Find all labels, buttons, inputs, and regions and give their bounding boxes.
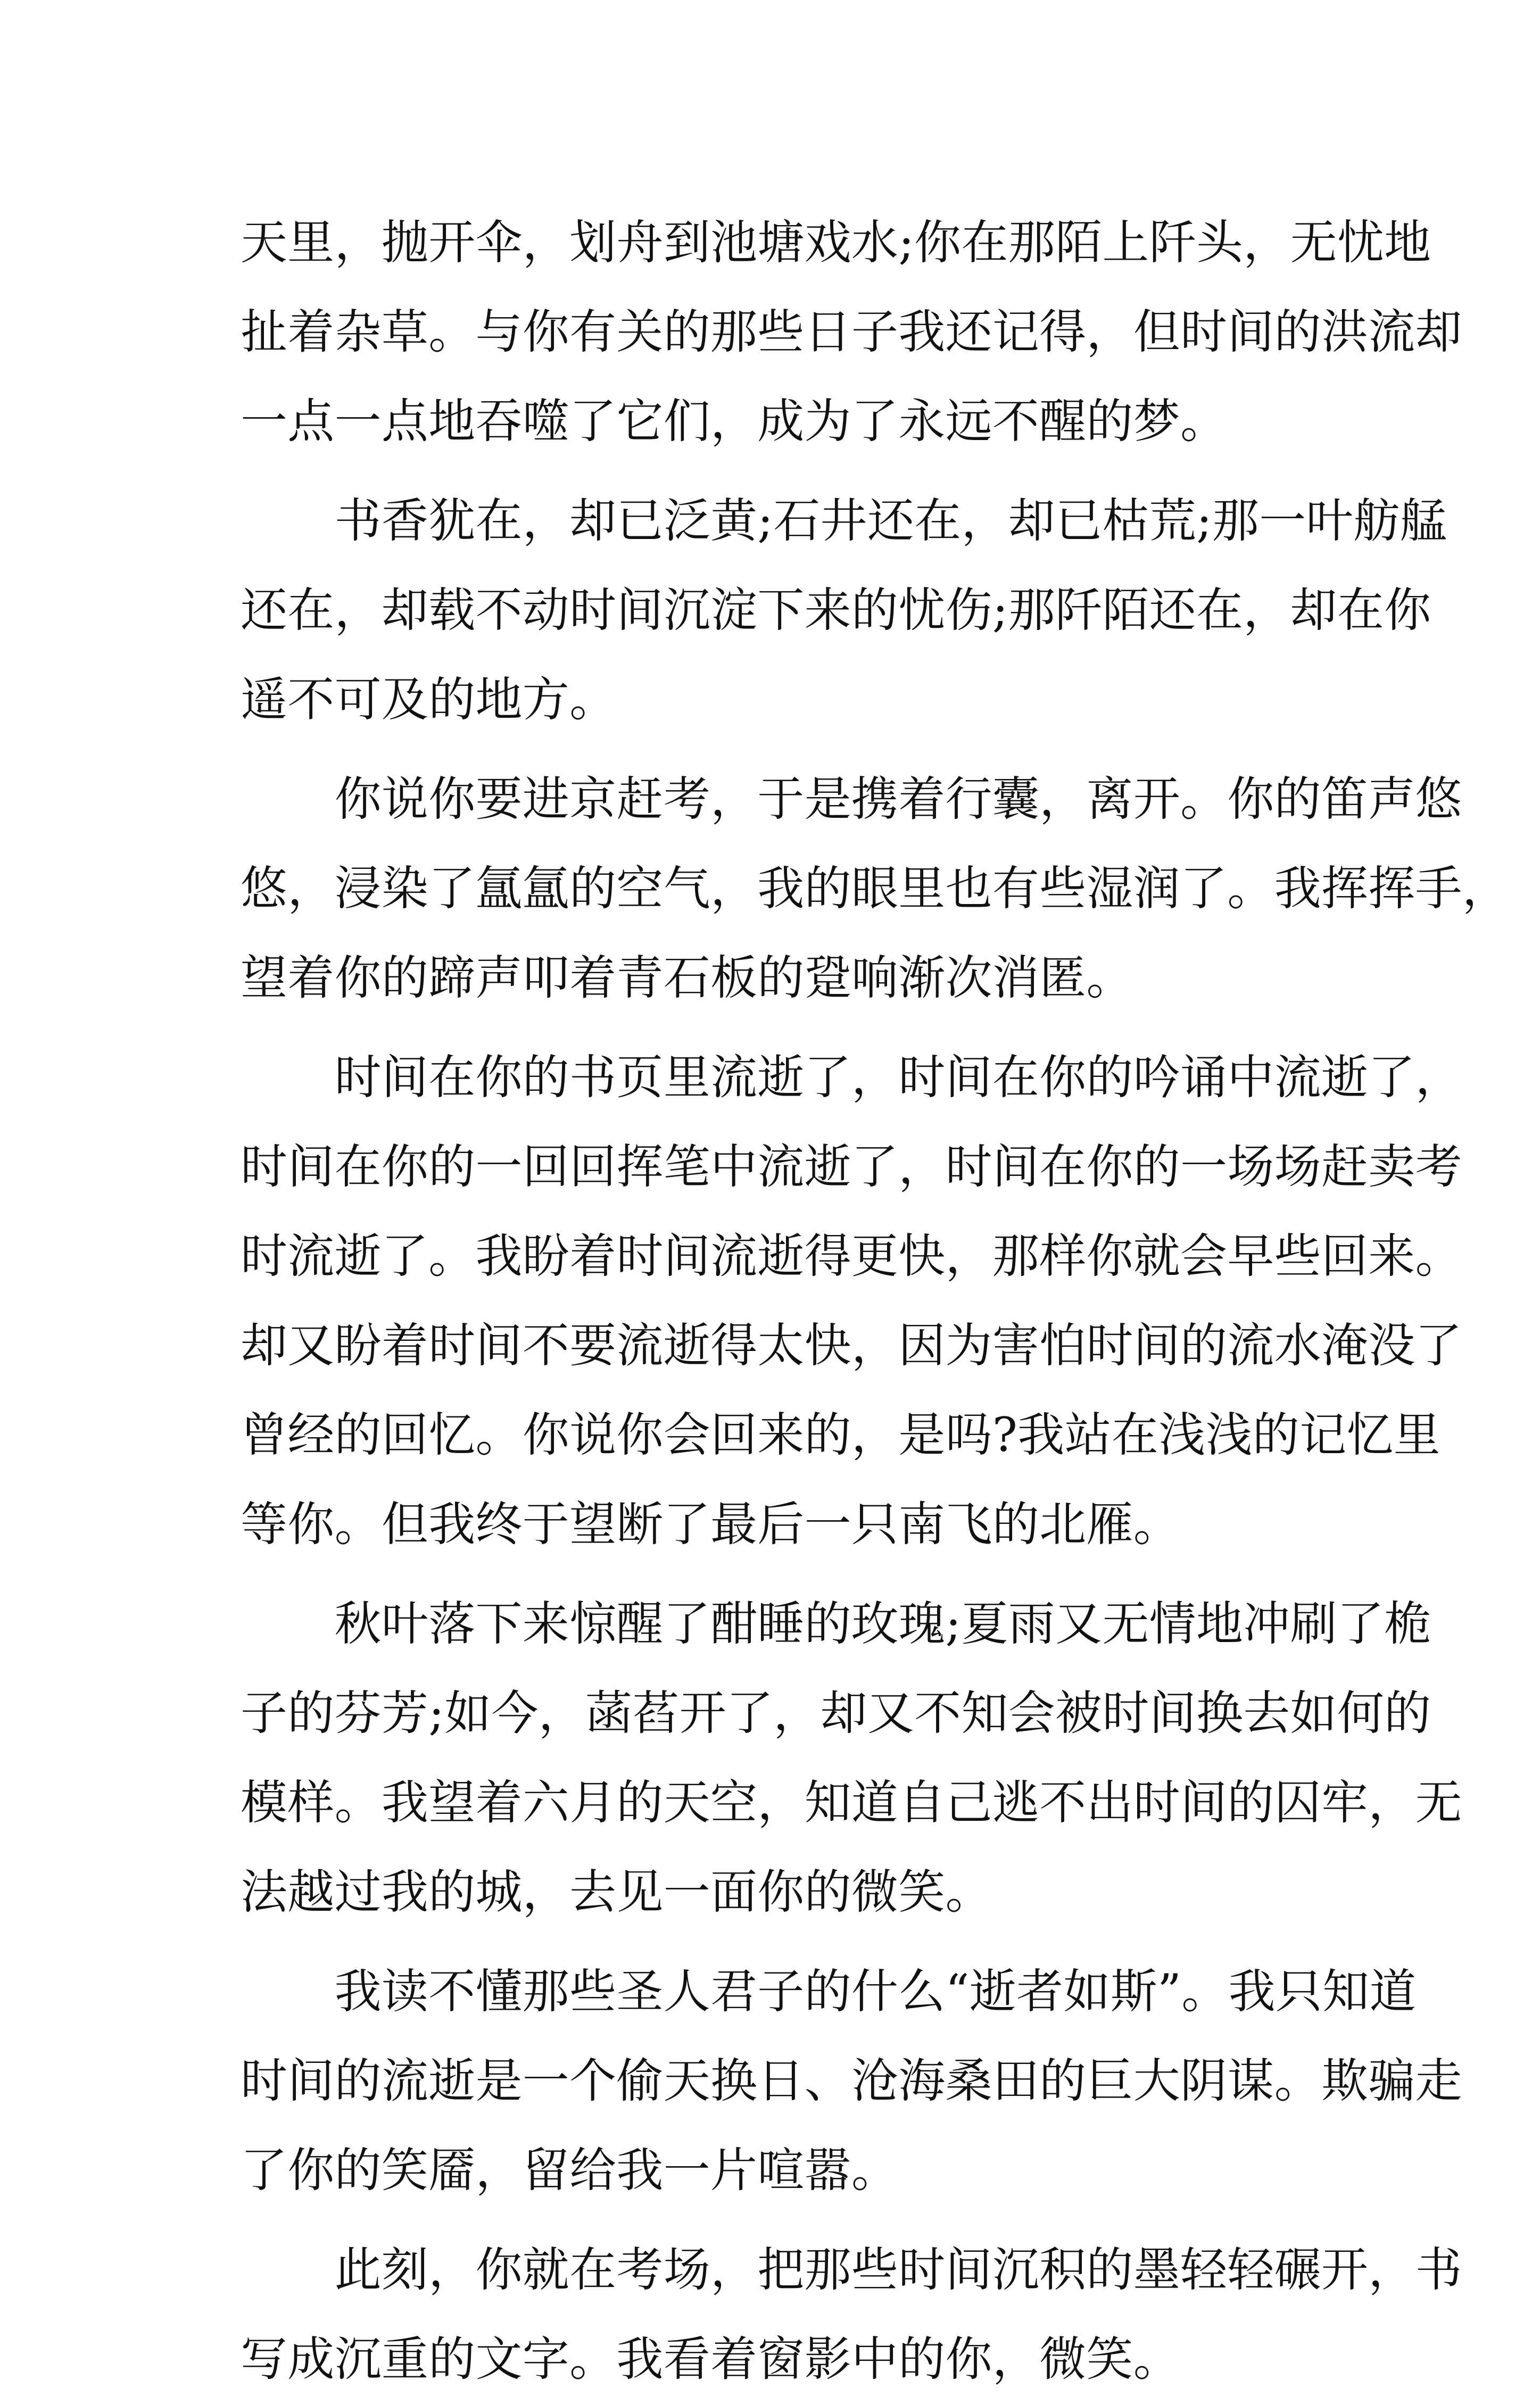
text-line: 遥不可及的地方。 [241,672,617,727]
text-line: 还在，却载不动时间沉淀下来的忧伤;那阡陌还在，却在你 [241,583,1431,637]
text-line: 等你。但我终于望断了最后一只南飞的北雁。 [241,1497,1181,1552]
text-line: 时间的流逝是一个偷天换日、沧海桑田的巨大阴谋。欺骗走 [241,2053,1462,2108]
text-line: 时间在你的书页里流逝了，时间在你的吟诵中流逝了， [241,1050,1462,1105]
text-line: 你说你要进京赶考，于是携着行囊，离开。你的笛声悠 [241,772,1462,826]
text-line: 时间在你的一回回挥笔中流逝了，时间在你的一场场赶卖考 [241,1139,1462,1194]
text-line: 天里，抛开伞，划舟到池塘戏水;你在那陌上阡头，无忧地 [241,215,1431,270]
text-line: 此刻，你就在考场，把那些时间沉积的墨轻轻碾开，书 [241,2242,1462,2297]
paragraph [241,1033,1462,1569]
text-line: 却又盼着时间不要流逝得太快，因为害怕时间的流水淹没了 [241,1318,1462,1373]
text-line: 写成沉重的文字。我看着窗影中的你，微笑。 [241,2332,1181,2386]
text-line: 模样。我望着六月的天空，知道自己逃不出时间的囚牢，无 [241,1775,1462,1830]
text-line: 悠，浸染了氲氲的空气，我的眼里也有些湿润了。我挥挥手， [241,861,1510,916]
text-line: 子的芬芳;如今，菡萏开了，却又不知会被时间换去如何的 [241,1686,1431,1740]
text-line: 法越过我的城，去见一面你的微笑。 [241,1864,992,1919]
text-line: 秋叶落下来惊醒了酣睡的玫瑰;夏雨又无情地冲刷了桅 [241,1596,1431,1651]
text-line: 一点一点地吞噬了它们，成为了永远不醒的梦。 [241,394,1228,449]
text-line: 扯着杂草。与你有关的那些日子我还记得，但时间的洪流却 [241,304,1462,359]
paragraph [241,755,1510,1023]
text-line: 书香犹在，却已泛黄;石井还在，却已枯荒;那一叶舫艋 [241,493,1447,548]
text-line: 了你的笑靥，留给我一片喧嚣。 [241,2143,899,2198]
text-line: 望着你的蹄声叩着青石板的跫响渐次消匿。 [241,950,1133,1005]
paragraph [241,2225,1462,2404]
paragraph [241,1579,1462,1937]
paragraph [241,1947,1462,2215]
paragraph [241,198,1462,466]
text-line: 时流逝了。我盼着时间流逝得更快，那样你就会早些回来。 [241,1229,1462,1283]
text-line: 曾经的回忆。你说你会回来的，是吗?我站在浅浅的记忆里 [241,1407,1440,1462]
paragraph [241,476,1447,744]
essay-body [241,198,1510,2404]
text-line: 我读不懂那些圣人君子的什么“逝者如斯”。我只知道 [241,1964,1417,2019]
